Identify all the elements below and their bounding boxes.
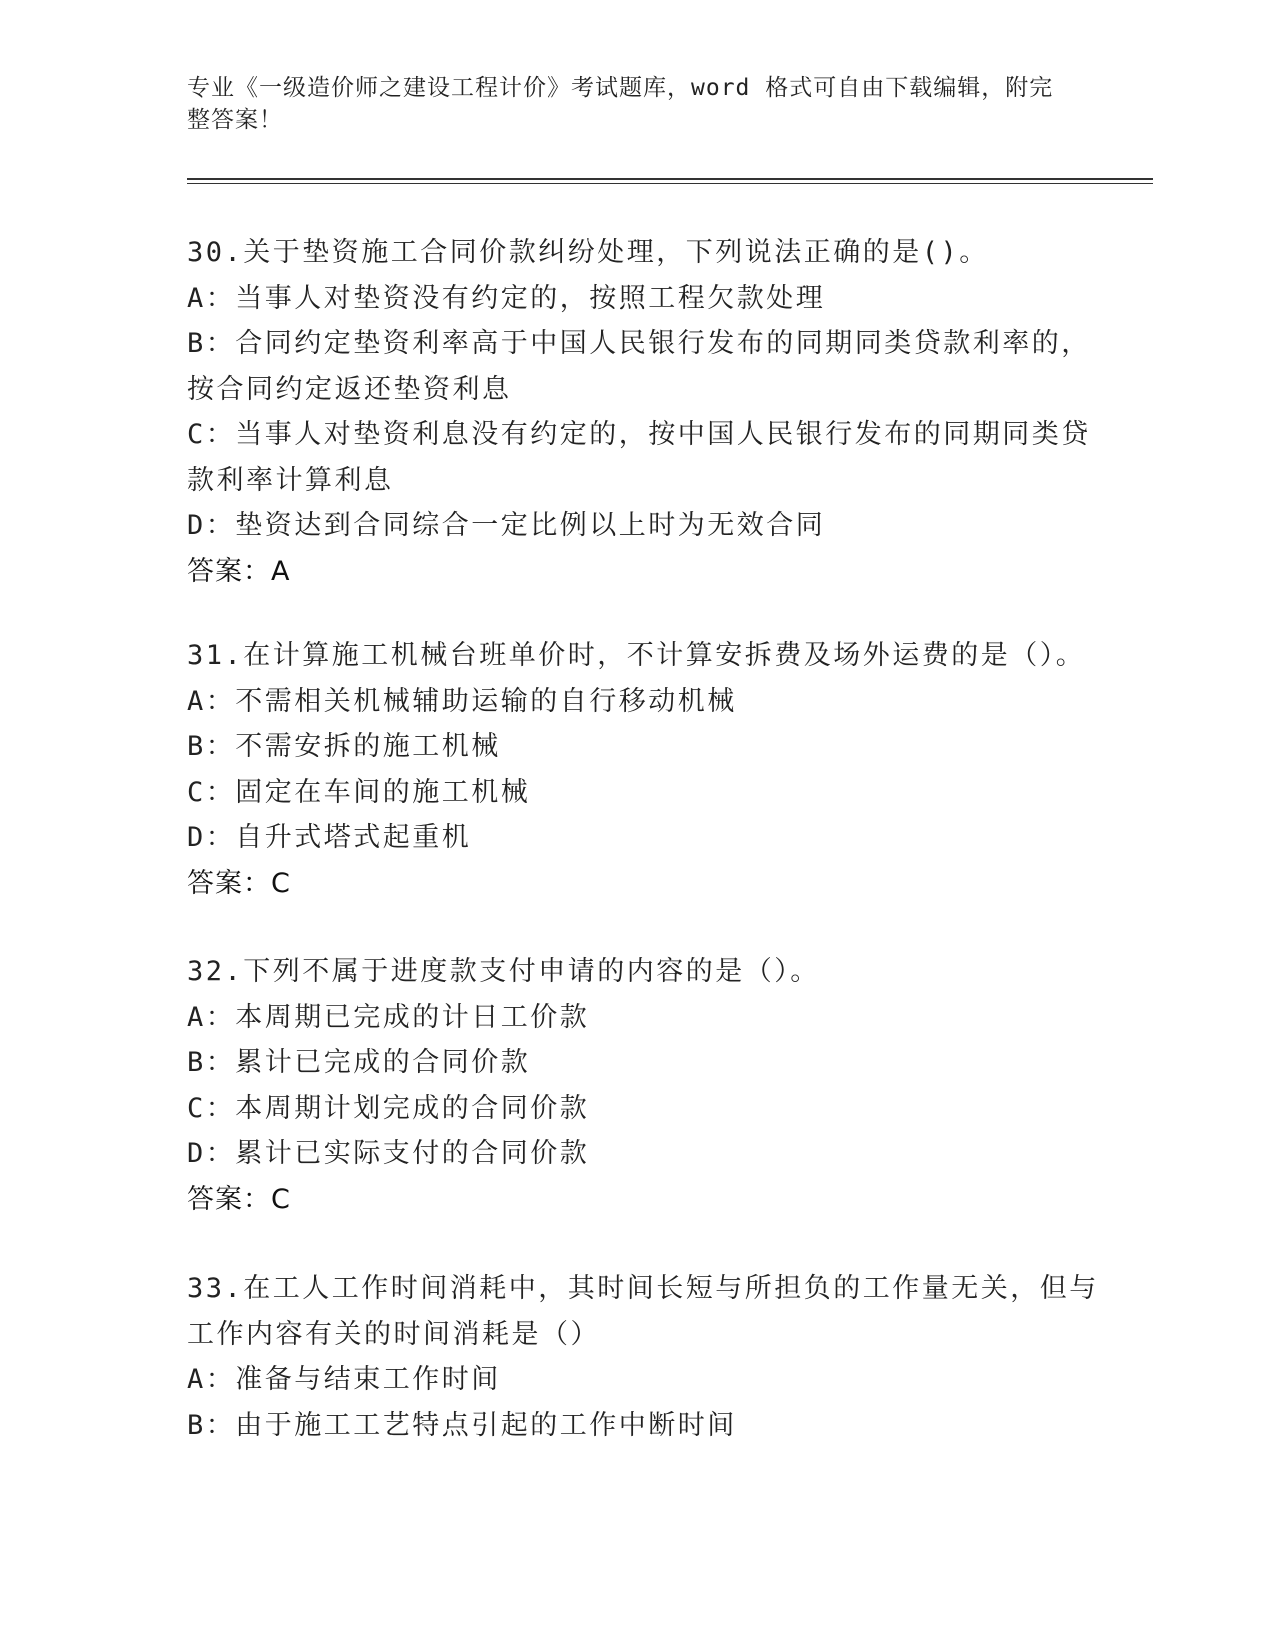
- option-a: A：准备与结束工作时间: [187, 1364, 501, 1395]
- question-stem: 30.关于垫资施工合同价款纠纷处理，下列说法正确的是()。: [187, 237, 989, 268]
- question-32: [187, 949, 1087, 1222]
- question-31: [187, 633, 1087, 906]
- header-line-1: 专业《一级造价师之建设工程计价》考试题库，word 格式可自由下载编辑，附完: [187, 75, 1054, 101]
- header-line-2: 整答案！: [187, 107, 283, 133]
- option-c: C：当事人对垫资利息没有约定的，按中国人民银行发布的同期同类贷: [187, 419, 1091, 450]
- question-stem: 33.在工人工作时间消耗中，其时间长短与所担负的工作量无关，但与: [187, 1273, 1099, 1304]
- document-header: [187, 72, 1067, 136]
- question-stem: 31.在计算施工机械台班单价时，不计算安拆费及场外运费的是（）。: [187, 640, 1086, 671]
- option-d: D：自升式塔式起重机: [187, 822, 472, 853]
- option-c-continued: 款利率计算利息: [187, 464, 394, 496]
- header-divider: [187, 178, 1153, 180]
- header-divider-thin: [187, 183, 1153, 184]
- question-30: [187, 230, 1091, 594]
- answer-label: 答案：C: [187, 1183, 291, 1215]
- answer-label: 答案：C: [187, 867, 291, 899]
- option-b: B：由于施工工艺特点引起的工作中断时间: [187, 1409, 737, 1441]
- answer-label: 答案：A: [187, 555, 291, 587]
- option-b: B：合同约定垫资利率高于中国人民银行发布的同期同类贷款利率的，: [187, 328, 1091, 359]
- option-c: C：本周期计划完成的合同价款: [187, 1092, 590, 1124]
- option-d: D：垫资达到合同综合一定比例以上时为无效合同: [187, 510, 826, 541]
- question-33: [187, 1266, 1099, 1448]
- option-a: A：本周期已完成的计日工价款: [187, 1001, 590, 1033]
- question-stem-continued: 工作内容有关的时间消耗是（）: [187, 1318, 600, 1350]
- option-a: A：不需相关机械辅助运输的自行移动机械: [187, 685, 737, 717]
- option-d: D：累计已实际支付的合同价款: [187, 1138, 590, 1169]
- question-stem: 32.下列不属于进度款支付申请的内容的是（）。: [187, 956, 820, 987]
- option-b-continued: 按合同约定返还垫资利息: [187, 373, 512, 405]
- option-b: B：累计已完成的合同价款: [187, 1047, 531, 1078]
- option-a: A：当事人对垫资没有约定的，按照工程欠款处理: [187, 282, 826, 314]
- option-b: B：不需安拆的施工机械: [187, 731, 501, 762]
- option-c: C：固定在车间的施工机械: [187, 776, 531, 808]
